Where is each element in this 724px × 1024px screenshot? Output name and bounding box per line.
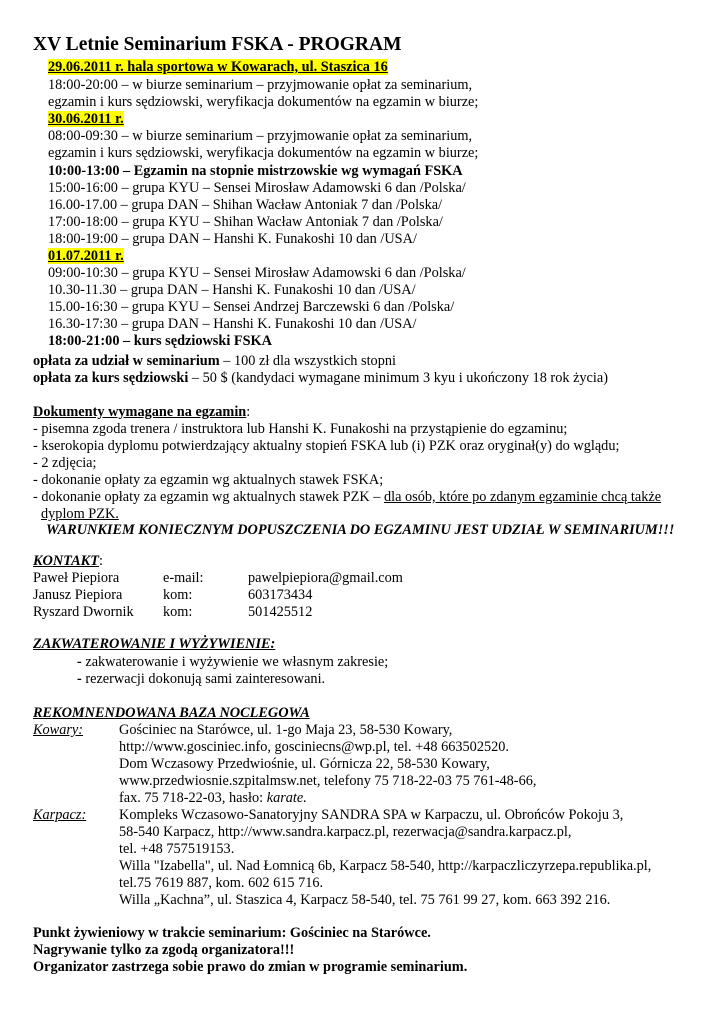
schedule-line: egzamin i kurs sędziowski, weryfikacja dokumentów na egzamin w biurze;: [48, 94, 479, 110]
schedule-line: 16.30-17:30 – grupa DAN – Hanshi K. Funakoshi 10 dan /USA/: [48, 316, 417, 332]
fee-judge: [33, 370, 608, 387]
page-title: XV Letnie Seminarium FSKA - PROGRAM: [33, 34, 402, 55]
footer-line: Nagrywanie tylko za zgodą organizatora!!!: [33, 942, 295, 958]
pzk-prefix: - dokonanie opłaty za egzamin wg aktualnych stawek PZK –: [33, 489, 384, 505]
contact-phone: 603173434: [248, 587, 313, 603]
schedule-line: 17:00-18:00 – grupa KYU – Shihan Wacław Antoniak 7 dan /Polska/: [48, 214, 443, 230]
lodging-line: 58-540 Karpacz, http://www.sandra.karpacz.pl, rezerwacja@sandra.karpacz.pl,: [119, 824, 572, 840]
document-item: - kserokopia dyplomu potwierdzający aktualny stopień FSKA lub (i) PZK oraz oryginał(y) do wglądu;: [33, 438, 620, 454]
contact-heading-colon: :: [98, 553, 103, 569]
documents-heading: [33, 404, 250, 421]
contact-email: pawelpiepiora@gmail.com: [248, 570, 403, 586]
fee-seminar: [33, 353, 396, 370]
contact-heading: [33, 553, 103, 570]
bullet-dash: -: [77, 671, 86, 687]
fax-text: fax. 75 718-22-03, hasło:: [119, 790, 267, 806]
document-item: - dokonanie opłaty za egzamin wg aktualnych stawek FSKA;: [33, 472, 384, 488]
contact-name: Janusz Piepiora: [33, 587, 123, 603]
fee-label: opłata za kurs sędziowski: [33, 370, 189, 386]
lodging-line: Willa "Izabella", ul. Nad Łomnicą 6b, Karpacz 58-540, http://karpaczliczyrzepa.republika.pl,: [119, 858, 652, 874]
lodging-line: Gościniec na Starówce, ul. 1-go Maja 23, 58-530 Kowary,: [119, 722, 453, 738]
date-heading-day3: [48, 248, 124, 265]
pzk-underlined: dla osób, które po zdanym egzaminie chcą także: [383, 489, 662, 505]
document-item-pzk-continuation: [41, 506, 119, 523]
exam-line: 10:00-13:00 – Egzamin na stopnie mistrzowskie wg wymagań FSKA: [48, 163, 463, 179]
date-highlight: 29.06.2011 r. hala sportowa w Kowarach, ul. Staszica 16: [48, 59, 388, 75]
lodging-line: Willa „Kachna”, ul. Staszica 4, Karpacz 58-540, tel. 75 761 99 27, kom. 663 392 216.: [119, 892, 611, 908]
contact-name: Ryszard Dwornik: [33, 604, 134, 620]
accommodation-item: [77, 654, 388, 671]
exam-warning: WARUNKIEM KONIECZNYM DOPUSZCZENIA DO EGZAMINU JEST UDZIAŁ W SEMINARIUM!!!: [46, 522, 675, 538]
schedule-line: egzamin i kurs sędziowski, weryfikacja dokumentów na egzamin w biurze;: [48, 145, 479, 161]
lodging-fax-line: [119, 790, 307, 807]
fee-label: opłata za udział w seminarium: [33, 353, 220, 369]
accommodation-heading: ZAKWATEROWANIE I WYŻYWIENIE:: [33, 636, 276, 652]
schedule-line: 18:00-20:00 – w biurze seminarium – przyjmowanie opłat za seminarium,: [48, 77, 473, 93]
lodging-line: http://www.gosciniec.info, gosciniecns@wp.pl, tel. +48 663502520.: [119, 739, 509, 755]
documents-heading-text: Dokumenty wymagane na egzamin: [33, 404, 247, 420]
accommodation-text: zakwaterowanie i wyżywienie we własnym zakresie;: [85, 654, 389, 670]
lodging-line: Kompleks Wczasowo-Sanatoryjny SANDRA SPA w Karpaczu, ul. Obrońców Pokoju 3,: [119, 807, 624, 823]
date-heading-day1: [48, 59, 388, 76]
schedule-line: 08:00-09:30 – w biurze seminarium – przyjmowanie opłat za seminarium,: [48, 128, 473, 144]
pzk-continuation: dyplom PZK.: [41, 506, 119, 522]
fee-value: – 100 zł dla wszystkich stopni: [219, 353, 396, 369]
contact-heading-text: KONTAKT: [33, 553, 99, 569]
schedule-line: 15.00-16:30 – grupa KYU – Sensei Andrzej Barczewski 6 dan /Polska/: [48, 299, 455, 315]
contact-type: e-mail:: [163, 570, 204, 586]
schedule-line: 16.00-17.00 – grupa DAN – Shihan Wacław Antoniak 7 dan /Polska/: [48, 197, 443, 213]
schedule-line: 18:00-19:00 – grupa DAN – Hanshi K. Funakoshi 10 dan /USA/: [48, 231, 417, 247]
document-item: - pisemna zgoda trenera / instruktora lub Hanshi K. Funakoshi na przystąpienie do egzaminu;: [33, 421, 568, 437]
bullet-dash: -: [77, 654, 86, 670]
lodging-line: Dom Wczasowy Przedwiośnie, ul. Górnicza 22, 58-530 Kowary,: [119, 756, 490, 772]
date-highlight: 01.07.2011 r.: [48, 248, 124, 264]
schedule-line: 09:00-10:30 – grupa KYU – Sensei Mirosław Adamowski 6 dan /Polska/: [48, 265, 466, 281]
contact-phone: 501425512: [248, 604, 313, 620]
document-item: - 2 zdjęcia;: [33, 455, 97, 471]
contact-type: kom:: [163, 587, 193, 603]
lodging-heading: REKOMNENDOWANA BAZA NOCLEGOWA: [33, 705, 310, 721]
documents-heading-colon: :: [246, 404, 251, 420]
schedule-line: 10.30-11.30 – grupa DAN – Hanshi K. Funakoshi 10 dan /USA/: [48, 282, 416, 298]
contact-name: Paweł Piepiora: [33, 570, 120, 586]
fee-value: – 50 $ (kandydaci wymagane minimum 3 kyu i ukończony 18 rok życia): [188, 370, 608, 386]
accommodation-text: rezerwacji dokonują sami zainteresowani.: [85, 671, 326, 687]
judge-course-line: 18:00-21:00 – kurs sędziowski FSKA: [48, 333, 272, 349]
lodging-line: tel.75 7619 887, kom. 602 615 716.: [119, 875, 324, 891]
schedule-line: 15:00-16:00 – grupa KYU – Sensei Mirosław Adamowski 6 dan /Polska/: [48, 180, 466, 196]
lodging-line: tel. +48 757519153.: [119, 841, 235, 857]
date-highlight: 30.06.2011 r.: [48, 111, 124, 127]
lodging-line: www.przedwiosnie.szpitalmsw.net, telefony 75 718-22-03 75 761-48-66,: [119, 773, 537, 789]
location-label-karpacz: Karpacz:: [33, 807, 87, 823]
date-heading-day2: [48, 111, 124, 128]
footer-line: Punkt żywieniowy w trakcie seminarium: Gościniec na Starówce.: [33, 925, 431, 941]
contact-type: kom:: [163, 604, 193, 620]
document-item-pzk: [33, 489, 661, 506]
location-label-kowary: Kowary:: [33, 722, 84, 738]
password-text: karate.: [266, 790, 307, 806]
footer-line: Organizator zastrzega sobie prawo do zmian w programie seminarium.: [33, 959, 468, 975]
accommodation-item: [77, 671, 325, 688]
